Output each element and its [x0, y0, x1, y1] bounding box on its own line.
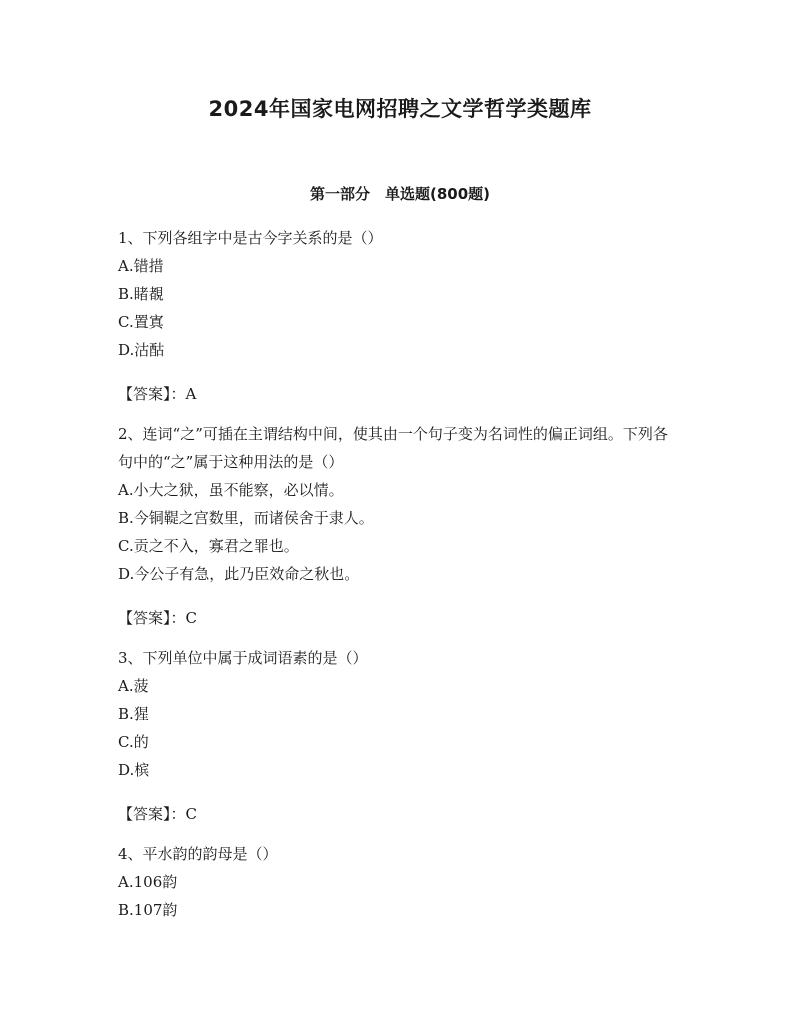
- option-b: B.107韵: [118, 901, 178, 919]
- option-a: A.小大之狱，虽不能察，必以情。: [118, 481, 344, 499]
- question-text: 3、下列单位中属于成词语素的是（）: [118, 649, 368, 667]
- option-b: B.今铜鞮之宫数里，而诸侯舍于隶人。: [118, 509, 374, 527]
- question-item: [118, 224, 682, 408]
- option-d: D.沽酤: [118, 341, 165, 359]
- question-item: [118, 840, 682, 924]
- option-d: D.今公子有急，此乃臣效命之秋也。: [118, 565, 360, 583]
- option-a: A.菠: [118, 677, 149, 695]
- option-c: C.的: [118, 733, 149, 751]
- document-title: 2024年国家电网招聘之文学哲学类题库: [208, 97, 592, 121]
- question-text: 4、平水韵的韵母是（）: [118, 845, 278, 863]
- answer-line: 【答案】：C: [118, 805, 197, 823]
- option-a: A.错措: [118, 257, 164, 275]
- question-item: [118, 644, 682, 828]
- section-heading: 第一部分 单选题(800题): [309, 185, 491, 203]
- question-list: [118, 224, 682, 924]
- option-c: C.贡之不入，寡君之罪也。: [118, 537, 299, 555]
- question-text: 1、下列各组字中是古今字关系的是（）: [118, 229, 383, 247]
- option-b: B.猩: [118, 705, 149, 723]
- question-text: 2、连词“之”可插在主谓结构中间，使其由一个句子变为名词性的偏正词组。下列各句中的“之”属于这种用法的是（）: [118, 425, 668, 471]
- answer-line: 【答案】：C: [118, 609, 197, 627]
- option-b: B.睹覩: [118, 285, 164, 303]
- option-d: D.槟: [118, 761, 150, 779]
- option-c: C.置寘: [118, 313, 164, 331]
- question-item: [118, 420, 682, 632]
- option-a: A.106韵: [118, 873, 178, 891]
- answer-line: 【答案】：A: [118, 385, 197, 403]
